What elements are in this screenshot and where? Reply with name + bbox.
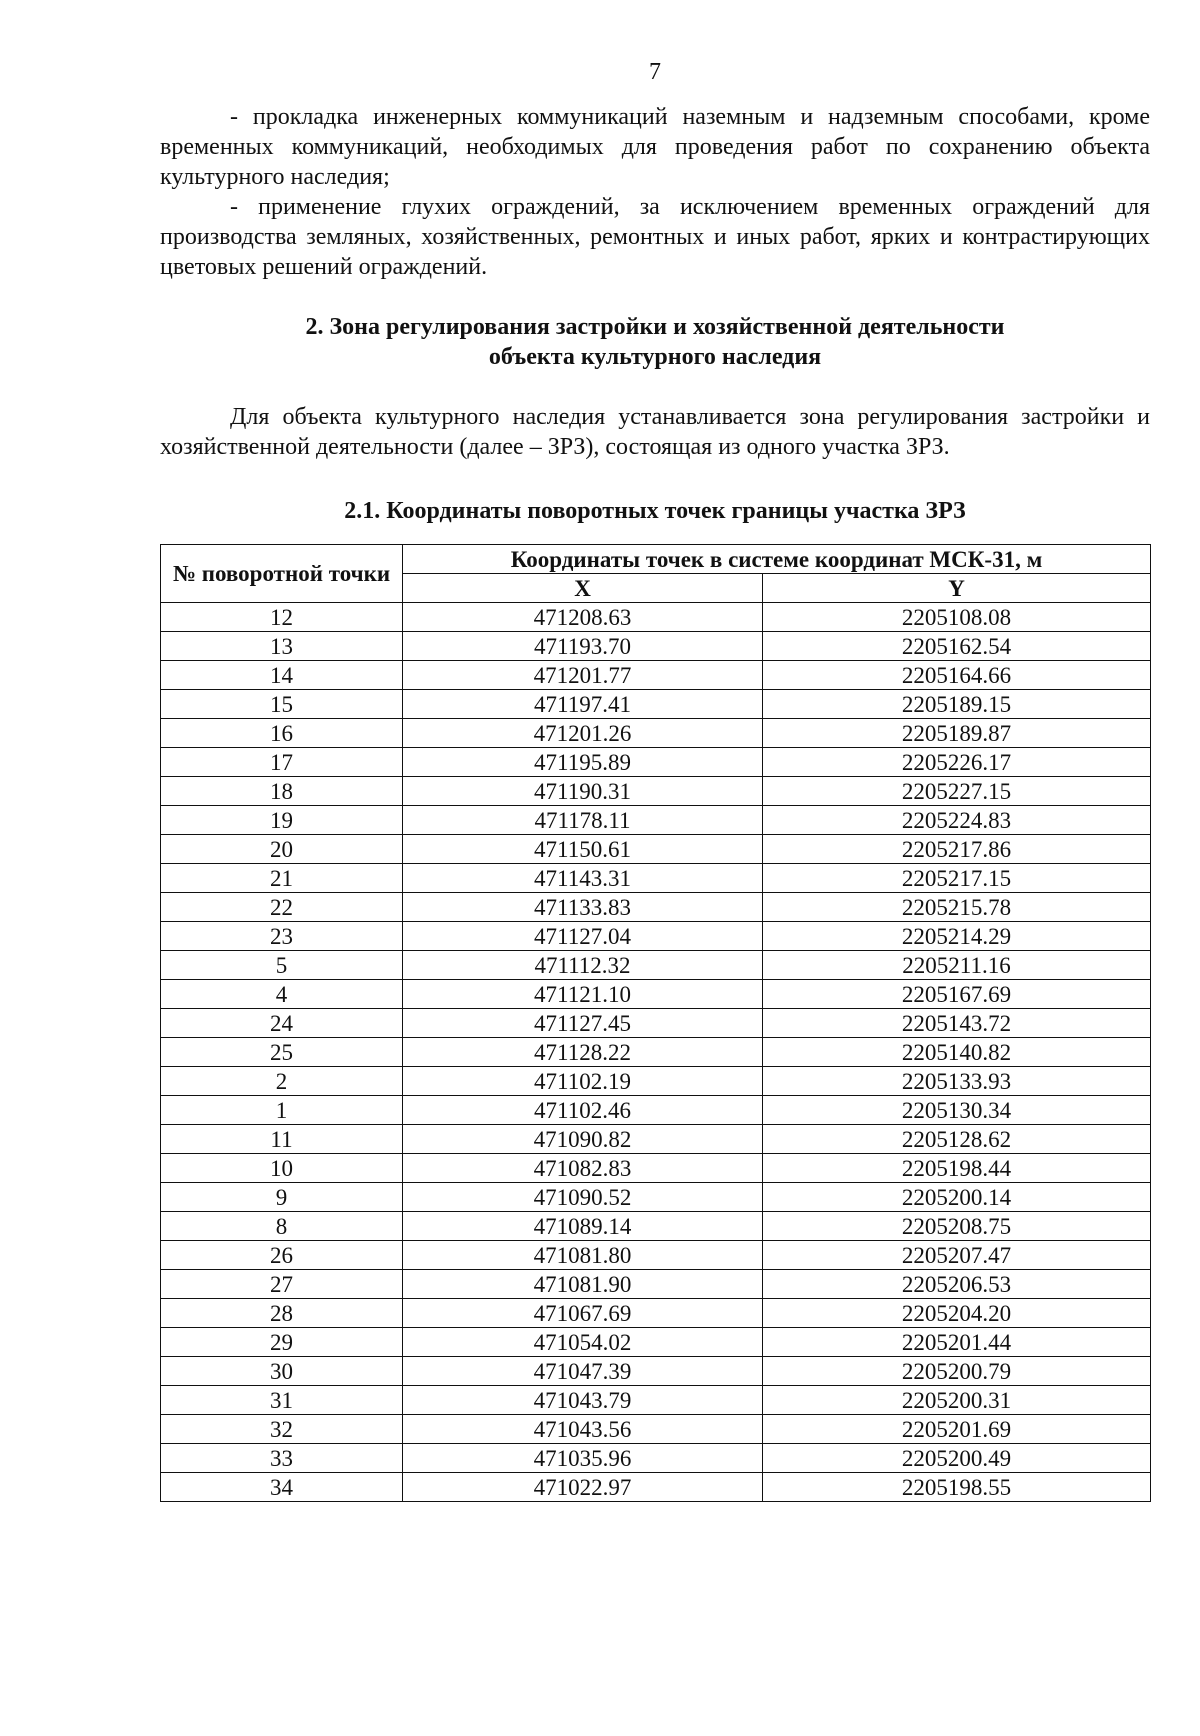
cell-y: 2205200.49 xyxy=(763,1444,1151,1473)
section-title-line-2: объекта культурного наследия xyxy=(488,344,822,370)
cell-point-number: 16 xyxy=(161,719,403,748)
section-title-line-1: 2. Зона регулирования застройки и хозяйственной деятельности xyxy=(305,314,1005,340)
table-header-row xyxy=(161,545,1151,574)
table-row xyxy=(161,864,1151,893)
cell-point-number: 11 xyxy=(161,1125,403,1154)
table-row xyxy=(161,1096,1151,1125)
cell-y: 2205201.69 xyxy=(763,1415,1151,1444)
cell-x: 471047.39 xyxy=(403,1357,763,1386)
cell-x: 471121.10 xyxy=(403,980,763,1009)
section-title xyxy=(160,312,1150,372)
table-row xyxy=(161,1241,1151,1270)
section-paragraph: Для объекта культурного наследия устанавливается зона регулирования застройки и хозяйственной деятельности (далее – ЗРЗ), состоящая из одного участка ЗРЗ. xyxy=(160,404,1150,460)
cell-y: 2205215.78 xyxy=(763,893,1151,922)
table-row xyxy=(161,1183,1151,1212)
table-row xyxy=(161,632,1151,661)
cell-y: 2205198.55 xyxy=(763,1473,1151,1502)
cell-x: 471112.32 xyxy=(403,951,763,980)
table-row xyxy=(161,1125,1151,1154)
table-row xyxy=(161,1009,1151,1038)
table-row xyxy=(161,1328,1151,1357)
cell-y: 2205140.82 xyxy=(763,1038,1151,1067)
table-row xyxy=(161,719,1151,748)
table-row xyxy=(161,806,1151,835)
intro-paragraph-1: - прокладка инженерных коммуникаций наземным и надземным способами, кроме временных коммуникаций, необходимых для проведения работ по сохранению объекта культурного наследия; xyxy=(160,104,1150,190)
table-row xyxy=(161,922,1151,951)
cell-y: 2205227.15 xyxy=(763,777,1151,806)
cell-x: 471197.41 xyxy=(403,690,763,719)
table-row xyxy=(161,835,1151,864)
cell-point-number: 32 xyxy=(161,1415,403,1444)
cell-point-number: 20 xyxy=(161,835,403,864)
cell-y: 2205198.44 xyxy=(763,1154,1151,1183)
cell-x: 471195.89 xyxy=(403,748,763,777)
cell-x: 471081.80 xyxy=(403,1241,763,1270)
cell-y: 2205211.16 xyxy=(763,951,1151,980)
cell-x: 471054.02 xyxy=(403,1328,763,1357)
cell-x: 471081.90 xyxy=(403,1270,763,1299)
cell-point-number: 27 xyxy=(161,1270,403,1299)
cell-x: 471089.14 xyxy=(403,1212,763,1241)
cell-x: 471143.31 xyxy=(403,864,763,893)
cell-point-number: 2 xyxy=(161,1067,403,1096)
table-row xyxy=(161,603,1151,632)
coordinates-table xyxy=(160,544,1151,1502)
cell-point-number: 19 xyxy=(161,806,403,835)
table-row xyxy=(161,1357,1151,1386)
table-row xyxy=(161,1444,1151,1473)
cell-y: 2205130.34 xyxy=(763,1096,1151,1125)
cell-point-number: 13 xyxy=(161,632,403,661)
cell-y: 2205133.93 xyxy=(763,1067,1151,1096)
cell-point-number: 21 xyxy=(161,864,403,893)
cell-y: 2205200.31 xyxy=(763,1386,1151,1415)
table-body xyxy=(161,603,1151,1502)
cell-x: 471150.61 xyxy=(403,835,763,864)
cell-point-number: 8 xyxy=(161,1212,403,1241)
cell-x: 471102.19 xyxy=(403,1067,763,1096)
cell-x: 471043.79 xyxy=(403,1386,763,1415)
cell-point-number: 23 xyxy=(161,922,403,951)
cell-y: 2205200.79 xyxy=(763,1357,1151,1386)
cell-y: 2205217.86 xyxy=(763,835,1151,864)
table-row xyxy=(161,1415,1151,1444)
cell-point-number: 26 xyxy=(161,1241,403,1270)
cell-x: 471201.77 xyxy=(403,661,763,690)
cell-point-number: 33 xyxy=(161,1444,403,1473)
cell-point-number: 18 xyxy=(161,777,403,806)
cell-point-number: 17 xyxy=(161,748,403,777)
cell-point-number: 15 xyxy=(161,690,403,719)
cell-y: 2205108.08 xyxy=(763,603,1151,632)
table-row xyxy=(161,690,1151,719)
cell-point-number: 22 xyxy=(161,893,403,922)
cell-point-number: 31 xyxy=(161,1386,403,1415)
cell-y: 2205207.47 xyxy=(763,1241,1151,1270)
cell-x: 471178.11 xyxy=(403,806,763,835)
cell-x: 471193.70 xyxy=(403,632,763,661)
table-row xyxy=(161,1154,1151,1183)
cell-y: 2205167.69 xyxy=(763,980,1151,1009)
cell-point-number: 25 xyxy=(161,1038,403,1067)
cell-x: 471127.04 xyxy=(403,922,763,951)
table-row xyxy=(161,661,1151,690)
cell-point-number: 9 xyxy=(161,1183,403,1212)
cell-y: 2205128.62 xyxy=(763,1125,1151,1154)
table-row xyxy=(161,1038,1151,1067)
header-x: X xyxy=(403,574,763,603)
cell-x: 471043.56 xyxy=(403,1415,763,1444)
intro-paragraph-2: - применение глухих ограждений, за исключением временных ограждений для производства земляных, хозяйственных, ремонтных и иных работ, ярких и контрастирующих цветовых решений ограждений. xyxy=(160,194,1150,280)
header-point-number: № поворотной точки xyxy=(161,545,403,603)
cell-point-number: 34 xyxy=(161,1473,403,1502)
page-number: 7 xyxy=(649,59,661,85)
table-row xyxy=(161,1386,1151,1415)
cell-y: 2205189.15 xyxy=(763,690,1151,719)
table-row xyxy=(161,777,1151,806)
table-row xyxy=(161,1212,1151,1241)
cell-x: 471201.26 xyxy=(403,719,763,748)
cell-point-number: 28 xyxy=(161,1299,403,1328)
cell-y: 2205189.87 xyxy=(763,719,1151,748)
table-row xyxy=(161,1473,1151,1502)
cell-x: 471082.83 xyxy=(403,1154,763,1183)
cell-x: 471090.82 xyxy=(403,1125,763,1154)
cell-y: 2205214.29 xyxy=(763,922,1151,951)
cell-x: 471090.52 xyxy=(403,1183,763,1212)
cell-x: 471133.83 xyxy=(403,893,763,922)
cell-x: 471022.97 xyxy=(403,1473,763,1502)
cell-x: 471035.96 xyxy=(403,1444,763,1473)
table-row xyxy=(161,980,1151,1009)
subsection-title: 2.1. Координаты поворотных точек границы участка ЗРЗ xyxy=(344,498,966,524)
cell-y: 2205224.83 xyxy=(763,806,1151,835)
cell-y: 2205208.75 xyxy=(763,1212,1151,1241)
document-page xyxy=(160,60,1150,1502)
cell-y: 2205204.20 xyxy=(763,1299,1151,1328)
table-row xyxy=(161,748,1151,777)
table-row xyxy=(161,1067,1151,1096)
cell-y: 2205217.15 xyxy=(763,864,1151,893)
cell-x: 471128.22 xyxy=(403,1038,763,1067)
cell-y: 2205164.66 xyxy=(763,661,1151,690)
cell-x: 471190.31 xyxy=(403,777,763,806)
cell-y: 2205206.53 xyxy=(763,1270,1151,1299)
cell-y: 2205226.17 xyxy=(763,748,1151,777)
cell-point-number: 12 xyxy=(161,603,403,632)
cell-x: 471067.69 xyxy=(403,1299,763,1328)
cell-x: 471208.63 xyxy=(403,603,763,632)
table-row xyxy=(161,1270,1151,1299)
header-coordinates: Координаты точек в системе координат МСК-31, м xyxy=(403,545,1151,574)
cell-x: 471127.45 xyxy=(403,1009,763,1038)
cell-point-number: 5 xyxy=(161,951,403,980)
table-row xyxy=(161,893,1151,922)
cell-point-number: 10 xyxy=(161,1154,403,1183)
cell-y: 2205162.54 xyxy=(763,632,1151,661)
header-y: Y xyxy=(763,574,1151,603)
cell-y: 2205143.72 xyxy=(763,1009,1151,1038)
cell-point-number: 4 xyxy=(161,980,403,1009)
cell-y: 2205201.44 xyxy=(763,1328,1151,1357)
cell-y: 2205200.14 xyxy=(763,1183,1151,1212)
cell-point-number: 1 xyxy=(161,1096,403,1125)
cell-point-number: 30 xyxy=(161,1357,403,1386)
cell-point-number: 14 xyxy=(161,661,403,690)
cell-point-number: 29 xyxy=(161,1328,403,1357)
cell-x: 471102.46 xyxy=(403,1096,763,1125)
cell-point-number: 24 xyxy=(161,1009,403,1038)
table-row xyxy=(161,951,1151,980)
table-row xyxy=(161,1299,1151,1328)
